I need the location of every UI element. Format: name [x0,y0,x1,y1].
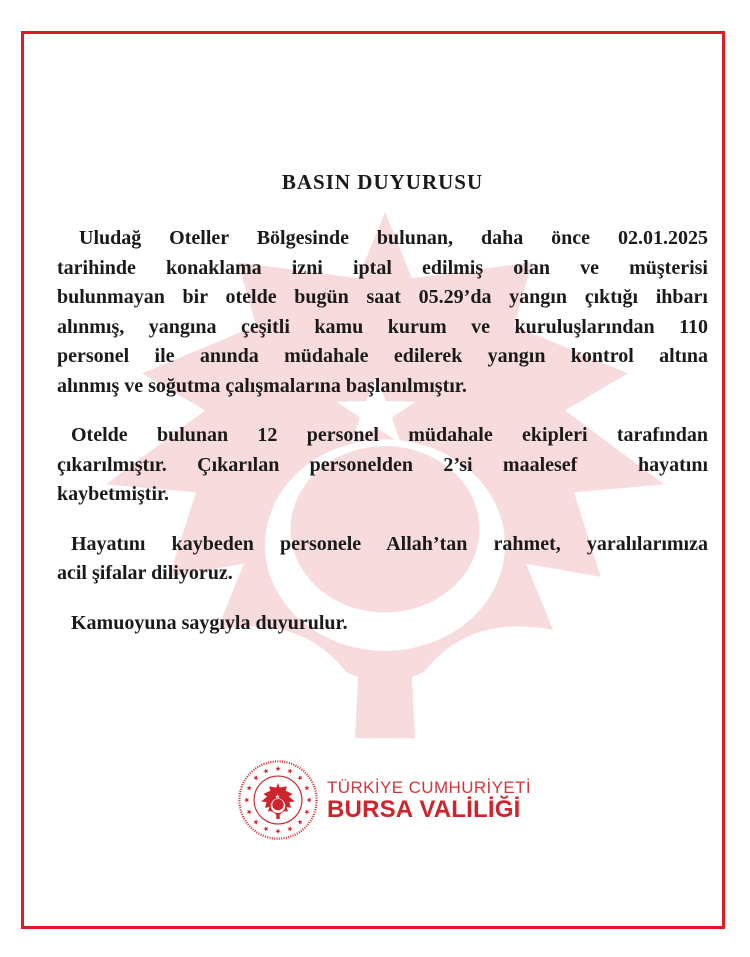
paragraph [57,224,708,401]
paragraph-line: Uludağ Oteller Bölgesinde bulunan, daha önce 02.01.2025 [79,227,708,249]
paragraph-line: Kamuoyuna saygıyla duyurulur. [71,611,348,634]
paragraph-line: acil şifalar diliyoruz. [57,562,233,584]
page-title: BASIN DUYURUSU [281,170,484,194]
paragraph [57,609,708,639]
paragraph-line: kaybetmiştir. [57,483,170,505]
paragraph-line: Otelde bulunan 12 personel müdahale ekipleri tarafından [71,424,708,446]
paragraph-line: tarihinde konaklama izni iptal edilmiş olan ve müşterisi [57,256,708,279]
paragraph-line: alınmış, yangına çeşitli kamu kurum ve kuruluşlarından 110 [57,315,708,338]
paragraph-line: Hayatını kaybeden personele Allah’tan rahmet, yaralılarımıza [71,532,708,555]
org-name-line1: TÜRKİYE CUMHURİYETİ [327,778,532,797]
paragraph-line: alınmış ve soğutma çalışmalarına başlanılmıştır. [57,374,467,397]
tc-government-emblem-icon [236,758,320,842]
paragraph [57,421,708,510]
paragraph-line: bulunmayan bir otelde bugün saat 05.29’da yangın çıktığı ihbarı [57,286,708,308]
paragraph-line: çıkarılmıştır. Çıkarılan personelden 2’si maalesef hayatını [57,453,708,476]
org-name-line2: BURSA VALİLİĞİ [327,796,521,823]
press-body [57,224,708,658]
footer-logo [236,758,531,842]
org-name-block [327,778,531,822]
paragraph [57,530,708,589]
paragraph-line: personel ile anında müdahale edilerek yangın kontrol altına [57,345,708,367]
